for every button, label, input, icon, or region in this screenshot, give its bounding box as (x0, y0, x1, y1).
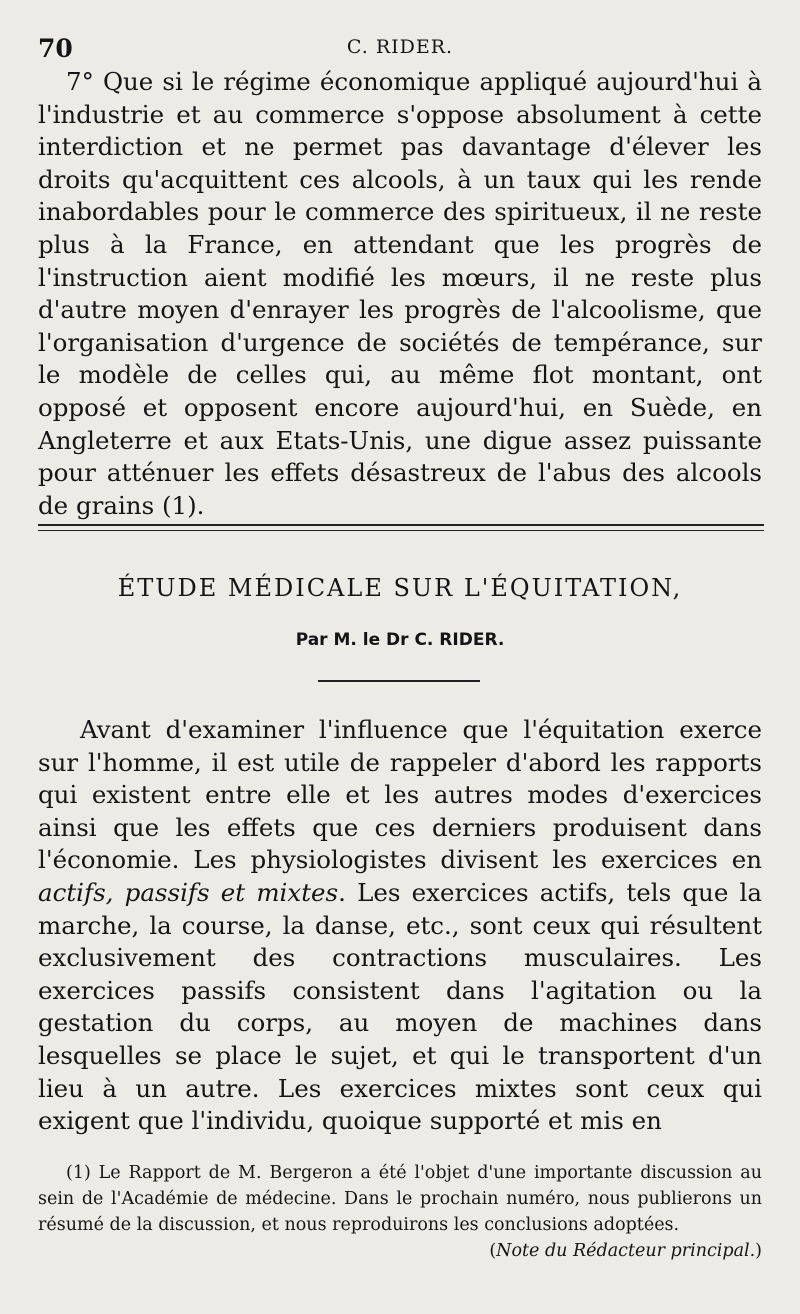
title-underline (318, 680, 480, 682)
section-divider (38, 524, 764, 531)
page-number: 70 (38, 34, 73, 63)
footnote-text: (1) Le Rapport de M. Bergeron a été l'objet d'une importante discussion au sein de l'Académie de médecine. Dans le prochain numéro, nous publierons un résumé de la discussion, et nous reproduirons les conclusions adoptées. (38, 1163, 762, 1235)
paragraph-alcoholism-conclusion: 7° Que si le régime économique appliqué aujourd'hui à l'industrie et au commerce s'oppose absolument à cette interdiction et ne permet pas davantage d'élever les droits qu'acquittent ces alcools, à un taux qui les rende inabordables pour le commerce des spiritueux, il ne reste plus à la France, en attendant que les progrès de l'instruction aient modifié les mœurs, il ne reste plus d'autre moyen d'enrayer les progrès de l'alcoolisme, que l'organisation d'urgence de sociétés de tempérance, sur le modèle de celles qui, au même flot montant, ont opposé et opposent encore aujourd'hui, en Suède, en Angleterre et aux Etats-Unis, une digue assez puissante pour atténuer les effets désastreux de l'abus des alcools de grains (1). (38, 67, 762, 520)
intro-text-start: Avant d'examiner l'influence que l'équitation exerce sur l'homme, il est utile de rappeler d'abord les rapports qui existent entre elle et les autres modes d'exercices ainsi que les effets que ces derniers produisent dans l'économie. Les physiologistes divisent les exercices en (38, 715, 762, 875)
running-title: C. RIDER. (346, 36, 454, 58)
footnote (38, 1160, 762, 1264)
intro-text-end: . Les exercices actifs, tels que la marche, la course, la danse, etc., sont ceux qui résultent exclusivement des contractions musculaires. Les exercices passifs consistent dans l'agitation ou la gestation du corps, au moyen de machines dans lesquelles se place le sujet, et qui le transportent d'un lieu à un autre. Les exercices mixtes sont ceux qui exigent que l'individu, quoique supporté et mis en (38, 877, 762, 1136)
article-title: ÉTUDE MÉDICALE SUR L'ÉQUITATION, (117, 574, 683, 602)
footnote-credit: (Note du Rédacteur principal.) (489, 1241, 762, 1261)
exercise-types-italic: actifs, passifs et mixtes (38, 877, 339, 907)
running-head (38, 34, 762, 66)
paragraph-equitation-intro (38, 714, 762, 1138)
article-byline: Par M. le Dr C. RIDER. (295, 630, 505, 650)
